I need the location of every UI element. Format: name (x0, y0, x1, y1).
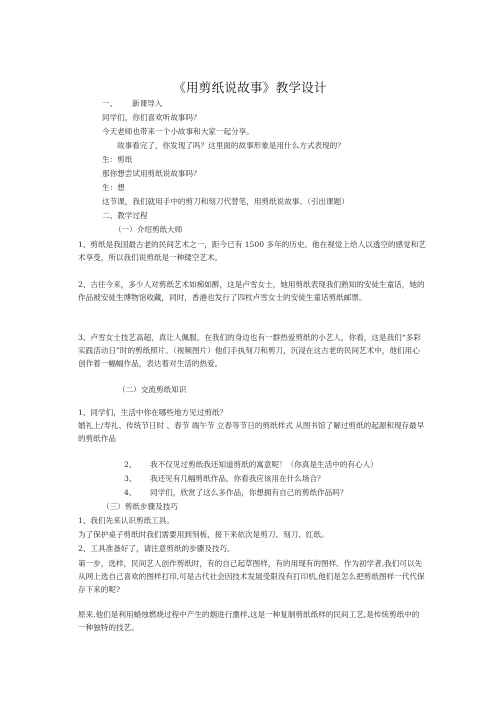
text-line: 为了保护桌子剪纸时我们需要用到刻板，接下来依次是剪刀、刻刀、红纸。 (78, 530, 329, 539)
paragraph: 3、卢雪女士技艺高超，真让人佩服。在我们的身边也有一群热爱剪纸的小艺人，你看，这是我们“多彩实践活动日”时的剪纸照片。（视频图片）他们手执刻刀和剪刀，沉浸在这古老的民间艺术中，他们用心创作着一幅幅作品，表达着对生活的热爱。 (78, 333, 421, 368)
text-line: 1、我们先来认识剪纸工具。 (78, 516, 174, 525)
numbered-item (124, 488, 347, 498)
item-number: 2、 (124, 460, 137, 469)
item-number: 3、 (124, 474, 137, 483)
text-line: 这节课，我们就用手中的剪刀和刻刀代替笔，用剪纸说故事。（引出课题） (102, 197, 349, 206)
subsection-heading: （一）介绍剪纸大师 (114, 225, 183, 234)
text-line: 那你想尝试用剪纸说故事吗？ (102, 169, 201, 178)
text-line: 同学们，你们喜欢听故事吗？ (102, 113, 201, 122)
subsection-heading: （二）交流剪纸知识 (118, 385, 187, 394)
subsection-heading: （三）剪纸步骤及技巧 (102, 502, 178, 511)
numbered-item (124, 474, 325, 484)
paragraph: 1、剪纸是我国最古老的民间艺术之一，距今已有 1500 多年的历史。他在视觉上给人以透空的感觉和艺术享受，所以我们说剪纸是一种镂空艺术。 (78, 240, 426, 262)
paragraph: 婚礼上/寿礼、传统节日时 、春节 端午节 立春等节日的剪纸样式 从图书馆了解过剪纸的起源和现存最早的剪纸作品 (78, 421, 425, 443)
section-heading-intro (102, 99, 162, 109)
item-text: 同学们，欣赏了这么多作品，你想拥有自己的剪纸作品吗？ (150, 488, 348, 497)
question-line: 1、同学们，生活中你在哪些地方见过剪纸？ (78, 408, 228, 417)
section-number: 一、 (102, 99, 118, 108)
item-text: 我不仅见过剪纸我还知道剪纸的寓意呢！（你真是生活中的有心人） (150, 460, 378, 469)
item-text: 我还见有几幅剪纸作品，你看我应该用在什么场合？ (150, 474, 325, 483)
paragraph: 原来,他们是利用蜡烛燃烧过程中产生的烟进行熏样,这是一种复制剪纸纸样的民间工艺,是传统剪纸中的一种独特的技艺。 (78, 610, 420, 632)
text-line: 生：想 (102, 183, 125, 192)
paragraph: 2、古往今来，多少人对剪纸艺术如痴如醉，这是卢雪女士，她用剪纸表现我们熟知的安徒生童话，她的作品被安徒生博物馆收藏，同时，香港也发行了四枚卢雪女士的安徒生童话剪纸邮票。 (78, 280, 425, 302)
numbered-item (124, 460, 378, 470)
text-line: 今天老师也带来一个小故事和大家一起分享。 (102, 127, 254, 136)
section-title: 新课导入 (132, 99, 163, 108)
text-line: 生：剪纸 (102, 155, 133, 164)
paragraph: 第一步，选样，民间艺人创作剪纸时，有的自己起草图样，有的用现有的图样。作为初学者,我们可以先从网上选自己喜欢的图样打印,可是古代社会因技术发展受限没有打印机,他们是怎么把剪纸图样一代代保存下来的呢? (78, 559, 425, 594)
text-line: 2、工具准备好了，请注意剪纸的步骤及技巧。 (78, 544, 235, 553)
document-title: 《用剪纸说故事》教学设计 (173, 80, 327, 95)
item-number: 4、 (124, 488, 137, 497)
section-heading-process: 二、教学过程 (102, 211, 148, 220)
text-line: 故事看完了，你发现了吗？这里面的故事形象是用什么方式表现的？ (117, 141, 345, 150)
